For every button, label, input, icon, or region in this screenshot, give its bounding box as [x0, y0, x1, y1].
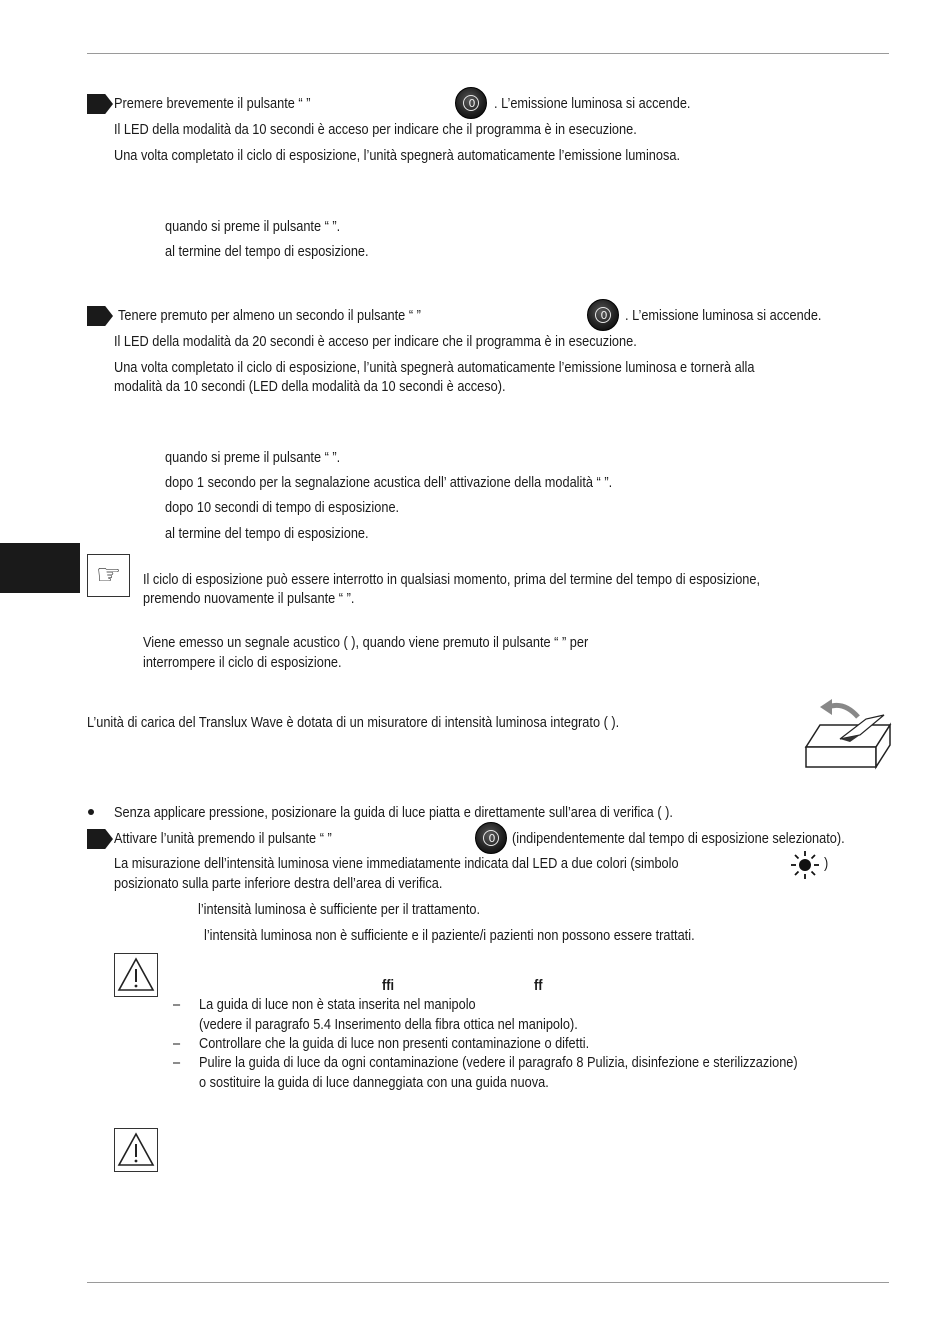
body-text: Il LED della modalità da 20 secondi è acceso per indicare che il programma è in esecuzione. — [114, 334, 637, 350]
warning-triangle-icon — [114, 953, 158, 997]
note-text: interrompere il ciclo di esposizione. — [143, 655, 342, 671]
step-text: Tenere premuto per almeno un secondo il pulsante “ ” — [118, 308, 421, 324]
bullet-icon — [88, 809, 94, 815]
power-button-icon: 0 — [455, 87, 487, 119]
warning-item: La guida di luce non è stata inserita nel manipolo — [199, 997, 476, 1013]
step-text: Attivare l’unità premendo il pulsante “ ” — [114, 831, 332, 847]
sun-led-icon — [790, 850, 820, 880]
step-text: Premere brevemente il pulsante “ ” — [114, 96, 311, 112]
step-text-after: . L’emissione luminosa si accende. — [625, 308, 822, 324]
warning-item: o sostituire la guida di luce danneggiata con una guida nuova. — [199, 1075, 549, 1091]
header-rule — [87, 53, 889, 54]
chapter-tab — [0, 543, 80, 593]
sub-text: dopo 10 secondi di tempo di esposizione. — [165, 500, 400, 516]
footer-rule — [87, 1282, 889, 1283]
dash-marker: – — [173, 1036, 181, 1052]
sub-text: al termine del tempo di esposizione. — [165, 244, 369, 260]
power-button-icon: 0 — [587, 299, 619, 331]
body-text: Il LED della modalità da 10 secondi è acceso per indicare che il programma è in esecuzione. — [114, 122, 637, 138]
step-arrow-icon — [87, 306, 113, 326]
step-arrow-icon — [87, 94, 113, 114]
body-text: Una volta completato il ciclo di esposizione, l’unità spegnerà automaticamente l’emissione luminosa. — [114, 148, 680, 164]
light-meter-device-icon — [800, 695, 894, 771]
warning-heading: ffi — [382, 978, 395, 994]
warning-heading: ff — [534, 978, 543, 994]
body-text: La misurazione dell’intensità luminosa viene immediatamente indicata dal LED a due colori (simbolo — [114, 856, 679, 872]
pointing-hand-icon: ☞ — [87, 554, 130, 597]
note-text: premendo nuovamente il pulsante “ ”. — [143, 591, 355, 607]
note-text: Viene emesso un segnale acustico ( ), quando viene premuto il pulsante “ ” per — [143, 635, 589, 651]
power-button-icon: 0 — [475, 822, 507, 854]
note-text: Il ciclo di esposizione può essere interrotto in qualsiasi momento, prima del termine del tempo di esposizione, — [143, 572, 761, 588]
step-text-after: (indipendentemente dal tempo di esposizione selezionato). — [512, 831, 845, 847]
body-text: modalità da 10 secondi (LED della modalità da 10 secondi è acceso). — [114, 379, 506, 395]
dash-marker: – — [173, 1055, 181, 1071]
sub-text: quando si preme il pulsante “ ”. — [165, 450, 341, 466]
body-text-after: ) — [824, 856, 829, 872]
result-bad-text: l’intensità luminosa non è sufficiente e il paziente/i pazienti non possono essere trattati. — [204, 928, 695, 944]
sub-text: al termine del tempo di esposizione. — [165, 526, 369, 542]
bullet-text: Senza applicare pressione, posizionare la guida di luce piatta e direttamente sull’area di verifica ( ). — [114, 805, 673, 821]
warning-triangle-icon — [114, 1128, 158, 1172]
sub-text: quando si preme il pulsante “ ”. — [165, 219, 341, 235]
body-text: Una volta completato il ciclo di esposizione, l’unità spegnerà automaticamente l’emissione luminosa e tornerà alla — [114, 360, 755, 376]
step-arrow-icon — [87, 829, 113, 849]
sub-text: dopo 1 secondo per la segnalazione acustica dell’ attivazione della modalità “ ”. — [165, 475, 613, 491]
meter-intro: L’unità di carica del Translux Wave è dotata di un misuratore di intensità luminosa integrato ( ). — [87, 715, 620, 731]
body-text: posizionato sulla parte inferiore destra dell’area di verifica. — [114, 876, 443, 892]
warning-item: (vedere il paragrafo 5.4 Inserimento della fibra ottica nel manipolo). — [199, 1017, 578, 1033]
warning-item: Controllare che la guida di luce non presenti contaminazione o difetti. — [199, 1036, 590, 1052]
dash-marker: – — [173, 997, 181, 1013]
warning-item: Pulire la guida di luce da ogni contaminazione (vedere il paragrafo 8 Pulizia, disinfezione e sterilizzazione) — [199, 1055, 798, 1071]
result-ok-text: l’intensità luminosa è sufficiente per il trattamento. — [198, 902, 481, 918]
step-text-after: . L’emissione luminosa si accende. — [494, 96, 691, 112]
